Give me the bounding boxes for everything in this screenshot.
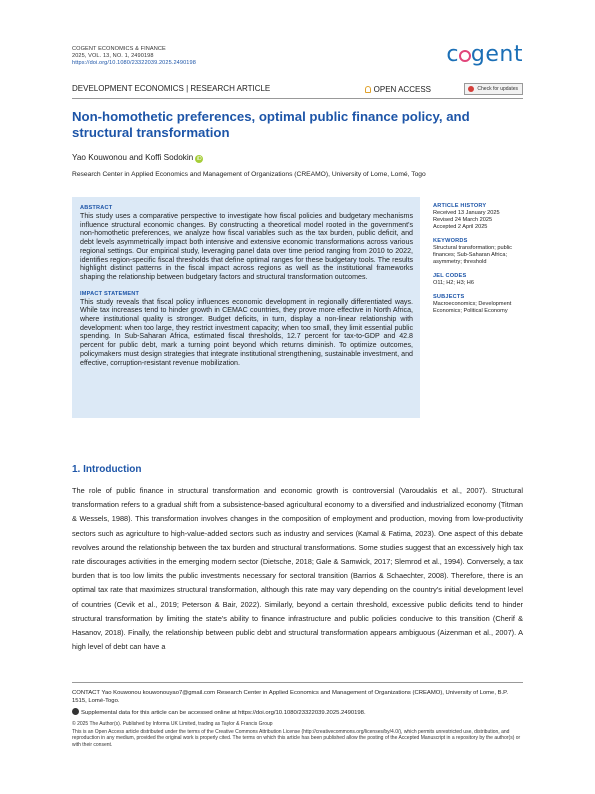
accepted-date: Accepted 2 April 2025 [433,224,488,230]
revised-date: Revised 24 March 2025 [433,217,493,223]
article-section-label: DEVELOPMENT ECONOMICS | RESEARCH ARTICLE [72,84,271,93]
journal-name: COGENT ECONOMICS & FINANCE [72,46,166,52]
abstract-label: ABSTRACT [80,205,113,211]
logo-ring-icon [459,50,471,62]
impact-statement-label: IMPACT STATEMENT [80,290,140,297]
page-footer [72,682,523,748]
article-sidebar [433,203,525,315]
contact-info: CONTACT Yao Kouwonou kouwonouyao7@gmail.com Research Center in Applied Economics and Management of Organizations (CREAMO), University of Lome, B.P. 1515, Lomé-Togo. [72,690,508,704]
open-access-label: OPEN ACCESS [373,85,431,94]
authors-text: Yao Kouwonou and Koffi Sodokin [72,153,194,162]
journal-volume: 2025, VOL. 13, NO. 1, 2490198 [72,53,154,59]
impact-statement-text: This study reveals that fiscal policy influences economic development in regionally differentiated ways. While tax increases tend to hinder growth in CEMAC countries, they prove more effective in North Africa, where institutional quality is stronger. Budget deficits, in turn, display a non-linear relationship with development: when too large, they restrict investment capacity; when too small, they limit essential public spending. In Sub-Saharan Africa, estimated fiscal thresholds, 12.7 percent for tax-to-GDP and 42.8 percent for public debt, mark a turning point beyond which returns diminish. To optimize outcomes, policymakers must design strategies that integrate institutional strengthening, sustainable investment, and effective, corruption-resistant revenue mobilization. [80,297,413,367]
open-access-badge [365,85,431,94]
section-heading-introduction: 1. Introduction [72,464,142,475]
cogent-logo: c gent [446,42,523,67]
author-affiliation: Research Center in Applied Economics and Management of Organizations (CREAMO), University of Lome, Lomé, Togo [72,171,426,178]
supplemental-data-note [72,708,523,717]
jel-codes-text: O11; H2; H3; H6 [433,280,474,286]
jel-codes-label: JEL CODES [433,273,467,279]
copyright-text: © 2025 The Author(s). Published by Informa UK Limited, trading as Taylor & Francis Group [72,721,273,727]
keywords-label: KEYWORDS [433,238,468,244]
journal-header [72,46,196,67]
article-title: Non-homothetic preferences, optimal public finance policy, and structural transformation [72,109,470,140]
introduction-body-text: The role of public finance in structural transformation and economic growth is controversial (Varoudakis et al., 2007). Structural transformation refers to a gradual shift from a subsistence-based agricultural economy to a diversified and industrialized economy (Titman & Wessels, 1988). This transformation involves changes in the composition of employment and production, moving from low-productivity sectors such as agriculture to high-value-added sectors such as industry and services (Kamal & Fatima, 2023). One aspect of this debate revolves around the relationship between the tax burden and structural transformations. Some studies suggest that an excessively high tax rate discourages activities in the emerging modern sector (Dietsche, 2018; Gale & Samwick, 2017; Slemrod et al., 1994). Conversely, a tax burden that is too low limits the public investments necessary for sectoral transition (Barrios & Schaechter, 2008). Therefore, there is an optimal tax rate that maximizes structural transformation, although this rate may vary depending on the country's initial development level of countries (Cevik et al., 2019; Peterson & Bair, 2022). Similarly, beyond a certain threshold, excessive public deficits tend to hinder structural transformation by limiting the state's ability to finance infrastructure and public policies conducive to this transition (Cherif & Hasanov, 2018). Finally, the relationship between public debt and structural transformation appears ambiguous (Aizenman et al., 2007). A high level of debt can have a [72,486,523,652]
orcid-icon[interactable]: iD [196,156,202,162]
supplemental-text: Supplemental data for this article can be accessed online at https://doi.org/10.1080/23322039.2025.2490198. [81,710,366,716]
supplemental-icon [72,708,79,715]
abstract-text: This study uses a comparative perspective to investigate how fiscal policies and budgetary mechanisms influence structural economic changes. By constructing a theoretical model rooted in the government's non-homothetic preferences, we analyze how fiscal variables such as the tax burden, public deficit, and debt levels asymmetrically impact both intensive and extensive economic transformations across various regional settings. Our empirical study, leveraging panel data over time period ranging from 2010 to 2022, identifies region-specific fiscal thresholds that define optimal ranges for these budgetary tools. The results highlight distinct patterns in the fiscal impact across regions as well as the institutional frameworks shaping the relationship between budgetary factors and structural transformation outcomes. [80,212,413,281]
license-text: This is an Open Access article distributed under the terms of the Creative Commons Attribution License (http://creativecommons.org/licenses/by/4.0/), which permits unrestricted use, distribution, and reproduction in any medium, provided the original work is properly cited. The terms on which this article has been published allow the posting of the Accepted Manuscript in a repository by the author(s) or with their consent. [72,728,521,748]
subjects-text: Macroeconomics; Development Economics; Political Economy [433,301,512,314]
received-date: Received 13 January 2025 [433,210,500,216]
article-history-label: ARTICLE HISTORY [433,203,487,209]
article-authors [72,153,203,163]
keywords-text: Structural transformation; public finances; Sub-Saharan Africa; asymmetry; threshold [433,245,512,265]
article-doi-link[interactable]: https://doi.org/10.1080/23322039.2025.2490198 [72,60,196,66]
article-topbar [72,84,523,99]
abstract-box [72,197,420,418]
check-for-updates-button[interactable]: Check for updates [464,83,523,95]
subjects-label: SUBJECTS [433,294,465,300]
open-lock-icon [365,86,371,93]
